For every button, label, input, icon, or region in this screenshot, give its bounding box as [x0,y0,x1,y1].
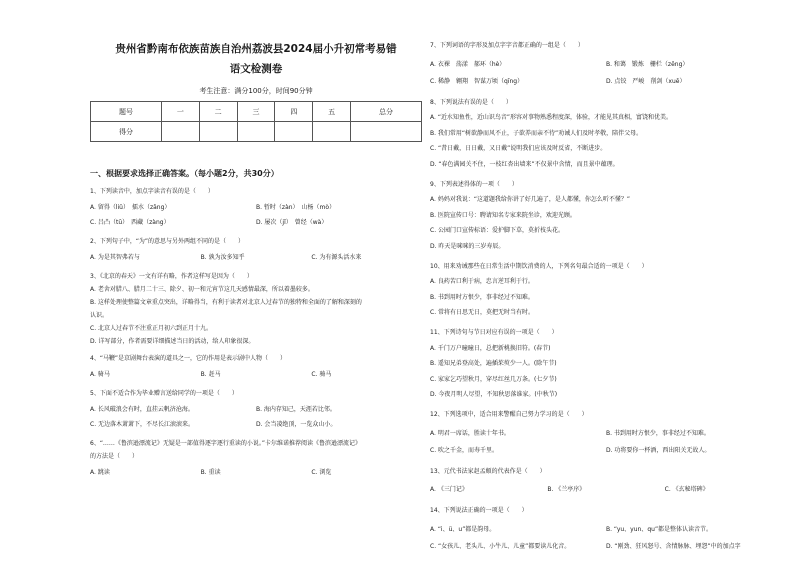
question-stem: 1、下列读音中，加点字读音有误的是（ ） [90,188,214,195]
question-stem-line: C. 北京人过春节不注重正月初六到正月十九。 [90,325,213,332]
answer-option[interactable]: C. 吹之千金，而寿千里。 [430,446,499,454]
score-cell[interactable] [275,122,313,142]
question-stem-line: A. “近水知鱼性，近山识鸟音”形容对事物熟悉程度深，体验，才能见其真相，富饶和优美。 [430,114,673,122]
question-stem-line: C. 家家乞巧望秋月，穿尽红丝几万条。(七夕节) [430,375,557,383]
answer-option[interactable]: D. 屡次（jǐ） 曾经（wà） [256,219,328,226]
question-stem: 8、下列说法有误的是（ ） [430,98,512,106]
question-stem: 14、下列说法正确的一项是（ ） [430,507,528,515]
question-stem: 12、下列选项中，适合用来警醒自己努力学习的是（ ） [430,411,588,418]
question-stem: 4、“马鞭”是京剧舞台表演的道具之一，它的作用是表示剧中人物（ ） [90,355,287,362]
score-cell[interactable] [161,122,199,142]
score-cell[interactable] [351,122,422,142]
answer-option[interactable]: B. 书到用时方恨少，事非经过不知难。 [606,429,710,437]
answer-option[interactable]: D. 点铰 严峻 削剑（xuē） [606,77,686,85]
question-stem-line: B. 我们常用“树欲静而风不止，子欲养而亲不待”劝诫人们及时孝敬，陪伴父母。 [430,129,643,137]
question-stem-line: D. 昨天是咪咪的三岁寿辰。 [430,243,505,250]
question-stem: 6、“……《鲁滨逊漂流记》无疑是一部值得逐字逐行重读的小说。”卡尔维诺推荐阅读《鲁滨逊漂流记》 [90,440,362,447]
answer-option[interactable]: B. 海内存知己，天涯若比邻。 [256,406,336,413]
answer-option[interactable]: B. 赶马 [200,371,221,378]
question-stem-line: D. 详写部分，作者需要详细描述当日的活动，给人印象很深。 [90,338,255,345]
question-stem-line: D. “春色满园关不住，一枝红杏出墙来”不仅景中含情，而且景中蕴理。 [430,161,619,168]
answer-option[interactable]: B. 和蔼 锻炼 栅栏（zēng） [606,60,689,68]
score-header-cell: 四 [275,102,313,122]
answer-option[interactable]: C. 《玄秘塔碑》 [664,486,709,494]
question-stem-line: C. 公园门口宣传标语：爱护脚下草，莫折枝头花。 [430,227,565,235]
answer-option[interactable]: A. 为是其智弗若与 [90,254,140,261]
answer-option[interactable]: B. 重读 [200,469,221,476]
score-header-cell: 总分 [351,102,422,122]
answer-option[interactable]: C. 为有源头活水来 [311,254,362,261]
answer-option[interactable]: C. 骑马 [311,371,332,378]
question-stem-line: 认识。 [90,312,109,319]
answer-option[interactable]: B. “yu、yun、qu”都是整体认读音节。 [606,525,713,533]
question-stem-line: A. 良药苦口利于病，忠言逆耳利于行。 [430,278,534,286]
score-header-cell: 一 [161,102,199,122]
answer-option[interactable]: D. 会当凌绝顶，一览众山小。 [256,421,337,428]
score-cell[interactable] [313,122,351,142]
answer-option[interactable]: A. 长风破浪会有时，直挂云帆济沧海。 [90,406,194,413]
question-stem: 3、《北京的春天》一文有详有略，作者这样写是因为（ ） [90,273,253,280]
question-stem: 7、下列词语的字形及加点字字音都正确的一组是（ ） [430,42,584,49]
question-stem: 10、用来劝诫那些在日常生活中期饮消费的人，下列名句最合适的一项是（ ） [430,262,648,270]
answer-option[interactable]: A. 明君一席话，胜读十年书。 [430,429,510,437]
question-stem: 13、元代书法家赵孟頫的代表作是（ ） [430,467,546,475]
answer-option[interactable]: C. “女孩儿、老头儿、小牛儿、儿童”都要读儿化音。 [430,542,571,550]
score-cell[interactable] [237,122,275,142]
question-stem-line: D. 今夜月明人尽望，不知秋思落谁家。(中秋节) [430,391,558,399]
answer-option[interactable]: A. “i、ü、u”都是韵母。 [430,525,496,533]
section-heading: 一、根据要求选择正确答案。（每小题2分，共30分） [90,169,279,178]
question-stem-line: C. “昔日戴，日日戴，又日戴”说明我们应该及时反省，不断进步。 [430,145,607,153]
question-stem-line: A. 老舍对腊八、腊月二十三、除夕、初一和元宵节这几天感情最深，所以着墨较多。 [90,286,314,293]
question-stem-line: A. 千门万户曈曈日，总把新桃换旧符。(春节) [430,344,551,352]
answer-option[interactable]: B. 孰为汝多知乎 [200,254,245,261]
score-header-cell: 三 [237,102,275,122]
score-row-label: 得分 [91,122,162,142]
question-stem-line: B. 书到用时方恨少，事非经过不知难。 [430,293,534,301]
answer-option[interactable]: D. “刚劲、狂风怒号、含情脉脉、埋怨”中的加点字 [606,542,741,550]
question-stem-line: B. 这样处理使整篇文章重点突出，详略得当，有利于读者对北京人过春节的独特和全面的了解和深刻的 [90,299,362,306]
answer-option[interactable]: A. 跳读 [90,469,110,476]
answer-option[interactable]: A. 留得（liǔ） 擂水（zāng） [90,204,171,211]
answer-option[interactable]: D. 功将要你一杯酒，西出阳关无故人。 [606,446,711,454]
question-stem: 9、下列表述得体的一项（ ） [430,180,518,188]
score-cell[interactable] [199,122,237,142]
answer-option[interactable]: C. 无边落木萧萧下，不尽长江滚滚来。 [90,421,195,428]
score-header-cell: 二 [199,102,237,122]
question-stem-line: B. 医院宣传口号：聘请知名专家来院坐诊，欢迎光顾。 [430,211,576,219]
question-stem: 11、下列诗句与节日对应有误的一项是（ ） [430,329,558,336]
question-stem-line: C. 常将有日思无日，莫把无时当有时。 [430,309,535,317]
exam-notice: 考生注意：满分100分，时间90分钟 [199,87,313,95]
question-stem-line: B. 遥知兄弟登高处，遍插茱萸少一人。(除午节) [430,360,557,368]
exam-title-line1: 贵州省黔南布依族苗族自治州荔波县2024届小升初常考易错 [115,43,397,55]
answer-option[interactable]: A. 衣裸 荡漾 郝环（hè） [430,60,506,68]
question-stem-line: 的方法是（ ） [90,453,139,460]
exam-title-line2: 语文检测卷 [229,63,283,75]
score-header-cell: 题号 [91,102,162,122]
question-stem: 2、下列句子中，“为”的意思与另外两组不同的是（ ） [90,238,245,245]
question-stem-line: A. 妈妈对我说：“这道题我给你讲了好几遍了，是人都懂，你怎么听不懂？” [430,196,631,204]
answer-option[interactable]: B. 《兰亭序》 [547,486,586,494]
answer-option[interactable]: C. 浏览 [311,469,332,476]
answer-option[interactable]: C. 稀静 翱翔 智谋万顷（qīng） [430,77,524,85]
score-header-cell: 五 [313,102,351,122]
score-table-score-row [91,122,422,142]
score-table [90,101,422,142]
answer-option[interactable]: A. 《三门记》 [430,486,468,494]
score-table-header-row [91,102,422,122]
answer-option[interactable]: C. 吕凸（tū） 西藏（zàng） [90,219,170,226]
answer-option[interactable]: B. 暂时（zàn） 山杨（mò） [256,204,336,211]
answer-option[interactable]: A. 骑马 [90,371,110,378]
question-stem: 5、下面不适合作为毕业赠言送给同学的一项是（ ） [90,390,238,397]
